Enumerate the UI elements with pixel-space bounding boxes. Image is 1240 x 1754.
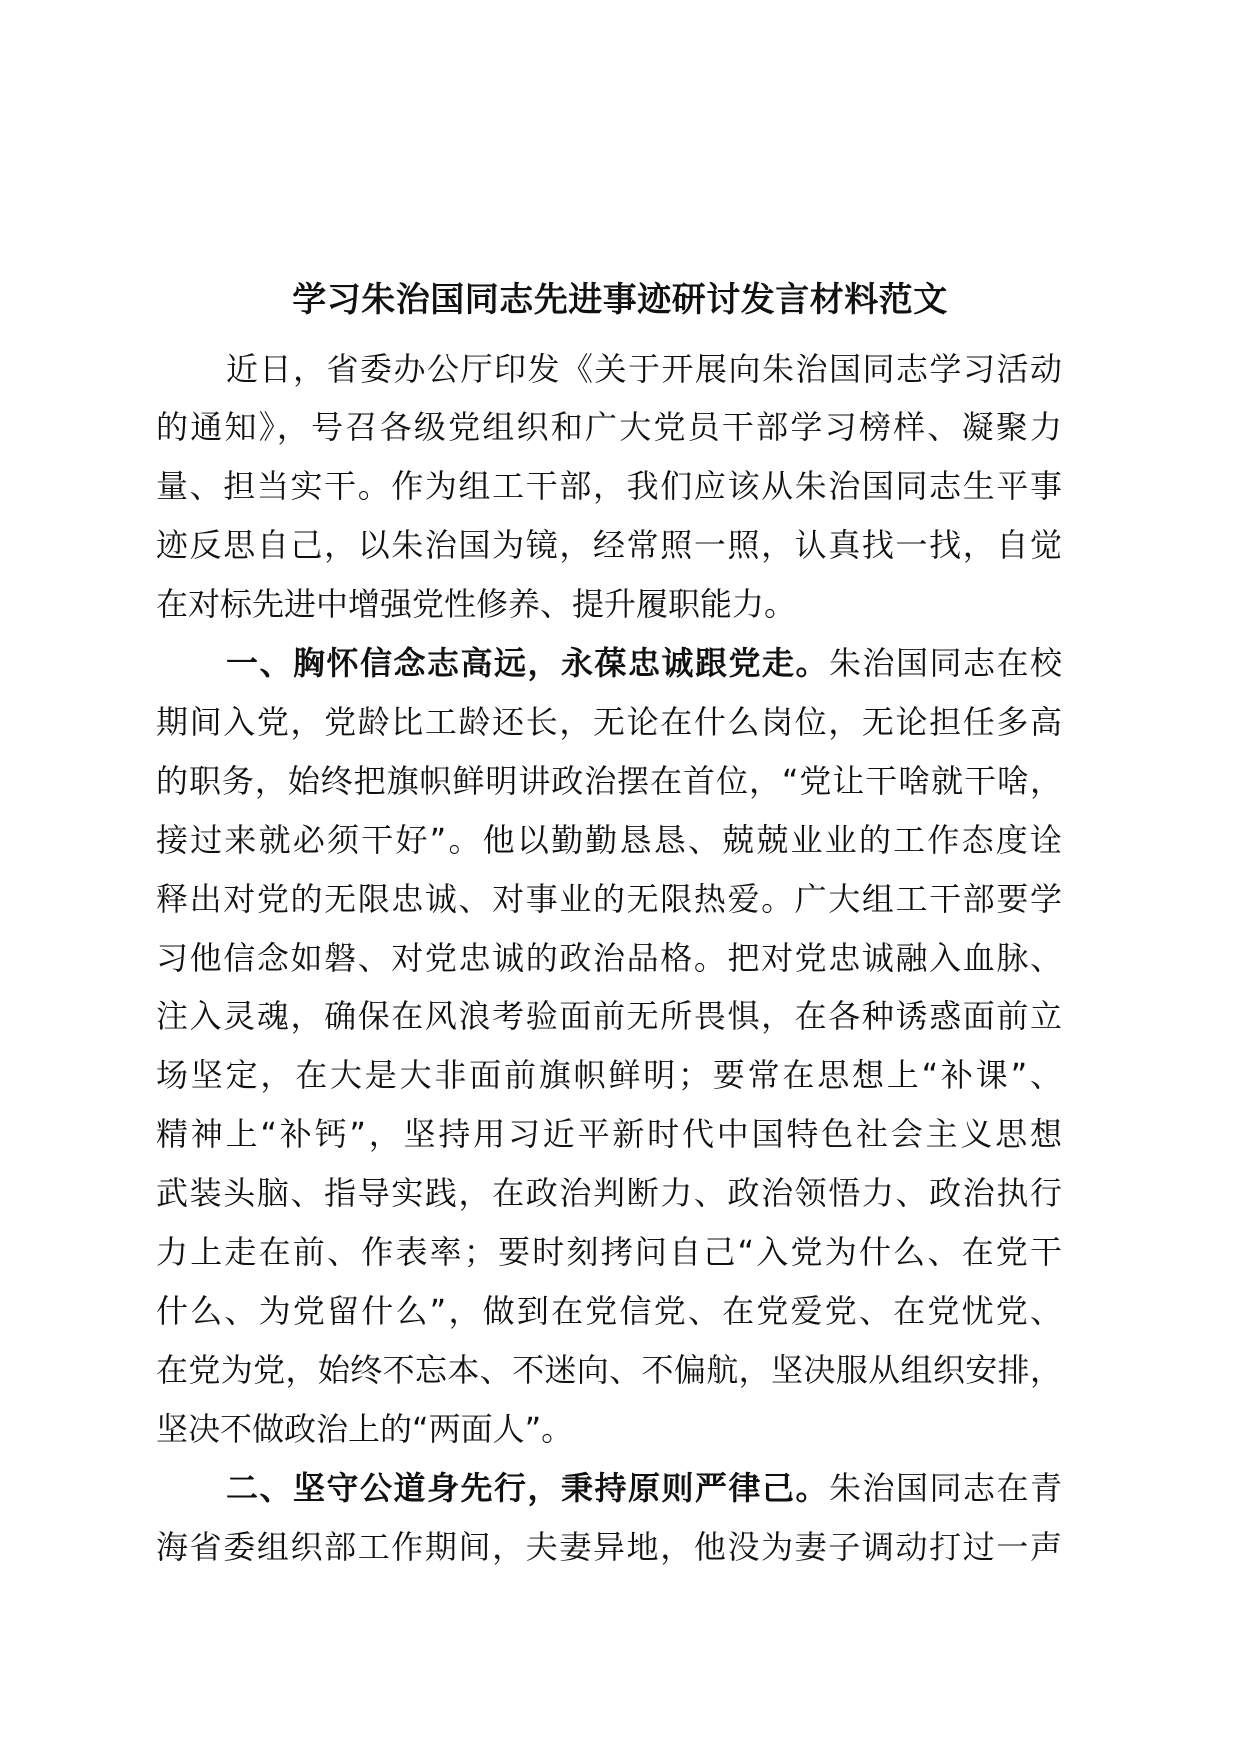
line-text: 力上走在前、作表率；要时刻拷问自己“入党为什么、在党干 bbox=[156, 1233, 1062, 1271]
paragraph-2-line bbox=[156, 811, 1062, 870]
line-text: 迹反思自己，以朱治国为镜，经常照一照，认真找一找，自觉 bbox=[156, 526, 1062, 565]
line-text: 在对标先进中增强党性修养、提升履职能力。 bbox=[156, 585, 797, 624]
paragraph-1-line bbox=[226, 340, 1062, 399]
line-text: 期间入党，党龄比工龄还长，无论在什么岗位，无论担任多高 bbox=[156, 702, 1062, 741]
line-text: 注入灵魂，确保在风浪考验面前无所畏惧，在各种诱惑面前立 bbox=[156, 997, 1062, 1036]
paragraph-2-line bbox=[156, 752, 1062, 811]
line-text: 场坚定，在大是大非面前旗帜鲜明；要常在思想上“补课”、 bbox=[156, 1056, 1062, 1095]
paragraph-1-line bbox=[156, 398, 1062, 457]
line-text: 精神上“补钙”，坚持用习近平新时代中国特色社会主义思想 bbox=[156, 1115, 1062, 1154]
line-text: 在党为党，始终不忘本、不迷向、不偏航，坚决服从组织安排， bbox=[156, 1350, 1062, 1389]
paragraph-2-line bbox=[156, 1282, 1062, 1341]
line-text: 接过来就必须干好”。他以勤勤恳恳、兢兢业业的工作态度诠 bbox=[156, 820, 1062, 859]
line-text: 朱治国同志在校 bbox=[828, 644, 1062, 682]
paragraph-2-line bbox=[156, 1046, 1062, 1105]
paragraph-2-line bbox=[156, 929, 1062, 988]
line-text: 朱治国同志在青 bbox=[828, 1468, 1062, 1507]
line-text: 习他信念如磐、对党忠诚的政治品格。把对党忠诚融入血脉、 bbox=[156, 938, 1062, 977]
paragraph-1-line bbox=[156, 457, 1062, 516]
line-text: 什么、为党留什么”，做到在党信党、在党爱党、在党忧党、 bbox=[156, 1291, 1062, 1330]
line-text: 释出对党的无限忠诚、对事业的无限热爱。广大组工干部要学 bbox=[156, 879, 1062, 918]
paragraph-2-line bbox=[226, 634, 1062, 693]
line-text: 的职务，始终把旗帜鲜明讲政治摆在首位，“党让干啥就干啥， bbox=[156, 761, 1062, 800]
line-text: 近日，省委办公厅印发《关于开展向朱治国同志学习活动 bbox=[226, 349, 1062, 388]
section-heading: 一、胸怀信念志高远，永葆忠诚跟党走。 bbox=[226, 644, 829, 682]
line-text: 坚决不做政治上的“两面人”。 bbox=[156, 1409, 574, 1448]
paragraph-1-line bbox=[156, 516, 1062, 575]
paragraph-3-line bbox=[156, 1518, 1062, 1577]
paragraph-2-line bbox=[156, 987, 1062, 1046]
line-text: 量、担当实干。作为组工干部，我们应该从朱治国同志生平事 bbox=[156, 467, 1062, 506]
line-text: 的通知》，号召各级党组织和广大党员干部学习榜样、凝聚力 bbox=[156, 408, 1062, 447]
line-text: 武装头脑、指导实践，在政治判断力、政治领悟力、政治执行 bbox=[156, 1174, 1062, 1213]
paragraph-2-line bbox=[156, 870, 1062, 929]
line-text: 海省委组织部工作期间，夫妻异地，他没为妻子调动打过一声 bbox=[156, 1527, 1062, 1566]
document-title: 学习朱治国同志先进事迹研讨发言材料范文 bbox=[292, 280, 948, 320]
paragraph-2-line bbox=[156, 1105, 1062, 1164]
paragraph-2-line bbox=[156, 1164, 1062, 1223]
paragraph-1-line bbox=[156, 575, 1062, 634]
paragraph-2-line bbox=[156, 693, 1062, 752]
paragraph-2-line bbox=[156, 1341, 1062, 1400]
paragraph-2-line bbox=[156, 1400, 1062, 1459]
section-heading: 二、坚守公道身先行，秉持原则严律己。 bbox=[226, 1468, 829, 1507]
paragraph-3-line bbox=[226, 1459, 1062, 1518]
paragraph-2-line bbox=[156, 1223, 1062, 1282]
